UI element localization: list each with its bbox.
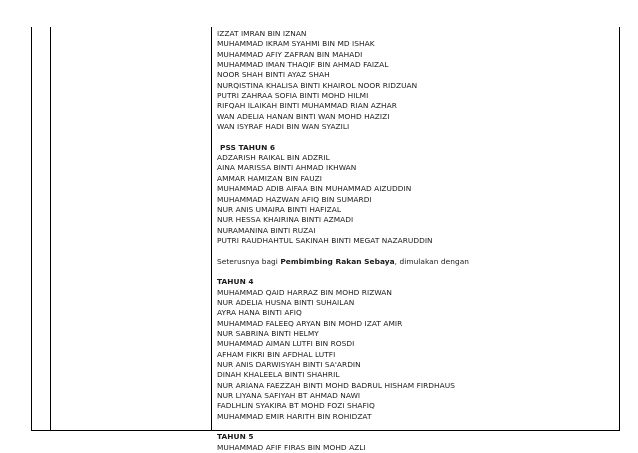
- list-item: NUR LIYANA SAFIYAH BT AHMAD NAWI: [217, 391, 361, 401]
- list-item: WAN ISYRAF HADI BIN WAN SYAZILI: [217, 122, 350, 132]
- list-item: MUHAMMAD AFIY ZAFRAN BIN MAHADI: [217, 49, 363, 59]
- list-item: MUHAMMAD FALEEQ ARYAN BIN MOHD IZAT AMIR: [217, 318, 403, 328]
- document-content: [217, 29, 607, 453]
- name-list-tahun4: [217, 288, 607, 422]
- column-divider: [50, 27, 51, 430]
- intro-sentence: [217, 257, 607, 267]
- list-item: MUHAMMAD IMAN THAQIF BIN AHMAD FAIZAL: [217, 60, 389, 70]
- list-item: NOOR SHAH BINTI AYAZ SHAH: [217, 70, 330, 80]
- name-list-pss-tahun6: [217, 153, 607, 246]
- list-item: NUR ADELIA HUSNA BINTI SUHAILAN: [217, 297, 355, 307]
- list-item: MUHAMMAD IKRAM SYAHMI BIN MD ISHAK: [217, 39, 375, 49]
- section-heading-pss-tahun6: PSS TAHUN 6: [220, 142, 276, 152]
- list-item: NUR HESSA KHAIRINA BINTI AZMADI: [217, 215, 354, 225]
- list-item: MUHAMMAD HAZWAN AFIQ BIN SUMARDI: [217, 194, 372, 204]
- section-heading-tahun4: TAHUN 4: [217, 277, 254, 287]
- name-list-tahun5: [217, 443, 607, 453]
- sentence-bold: Pembimbing Rakan Sebaya: [280, 256, 395, 266]
- list-item: ADZARISH RAIKAL BIN ADZRIL: [217, 153, 330, 163]
- list-item: MUHAMMAD EMIR HARITH BIN ROHIDZAT: [217, 411, 372, 421]
- list-item: DINAH KHALEELA BINTI SHAHRIL: [217, 370, 340, 380]
- name-list-top: [217, 29, 607, 132]
- list-item: MUHAMMAD AFIF FIRAS BIN MOHD AZLI: [217, 442, 366, 452]
- list-item: AMMAR HAMIZAN BIN FAUZI: [217, 173, 322, 183]
- list-item: FADLHLIN SYAKIRA BT MOHD FOZI SHAFIQ: [217, 401, 375, 411]
- list-item: NURQISTINA KHALISA BINTI KHAIROL NOOR RIDZUAN: [217, 80, 418, 90]
- list-item: PUTRI RAUDHAHTUL SAKINAH BINTI MEGAT NAZARUDDIN: [217, 235, 433, 245]
- list-item: IZZAT IMRAN BIN IZNAN: [217, 29, 307, 38]
- section-heading-tahun5: TAHUN 5: [217, 432, 254, 442]
- list-item: NURAMANINA BINTI RUZAI: [217, 225, 316, 235]
- list-item: MUHAMMAD QAID HARRAZ BIN MOHD RIZWAN: [217, 287, 392, 297]
- sentence-suffix: , dimulakan dengan: [394, 256, 470, 266]
- list-item: NUR SABRINA BINTI HELMY: [217, 328, 319, 338]
- sentence-prefix: Seterusnya bagi: [217, 256, 281, 266]
- list-item: NUR ANIS UMAIRA BINTI HAFIZAL: [217, 204, 342, 214]
- column-divider: [211, 27, 212, 430]
- list-item: AINA MARISSA BINTI AHMAD IKHWAN: [217, 163, 357, 173]
- list-item: AYRA HANA BINTI AFIQ: [217, 308, 302, 318]
- list-item: RIFQAH ILAIKAH BINTI MUHAMMAD RIAN AZHAR: [217, 101, 397, 111]
- list-item: NUR ARIANA FAEZZAH BINTI MOHD BADRUL HISHAM FIRDHAUS: [217, 380, 455, 390]
- list-item: WAN ADELIA HANAN BINTI WAN MOHD HAZIZI: [217, 111, 390, 121]
- list-item: AFHAM FIKRI BIN AFDHAL LUTFI: [217, 349, 336, 359]
- list-item: MUHAMMAD AIMAN LUTFI BIN ROSDI: [217, 339, 355, 349]
- list-item: PUTRI ZAHRAA SOFIA BINTI MOHD HILMI: [217, 91, 369, 101]
- list-item: NUR ANIS DARWISYAH BINTI SA'ARDIN: [217, 360, 361, 369]
- list-item: MUHAMMAD ADIB AIFAA BIN MUHAMMAD AIZUDDIN: [217, 184, 412, 194]
